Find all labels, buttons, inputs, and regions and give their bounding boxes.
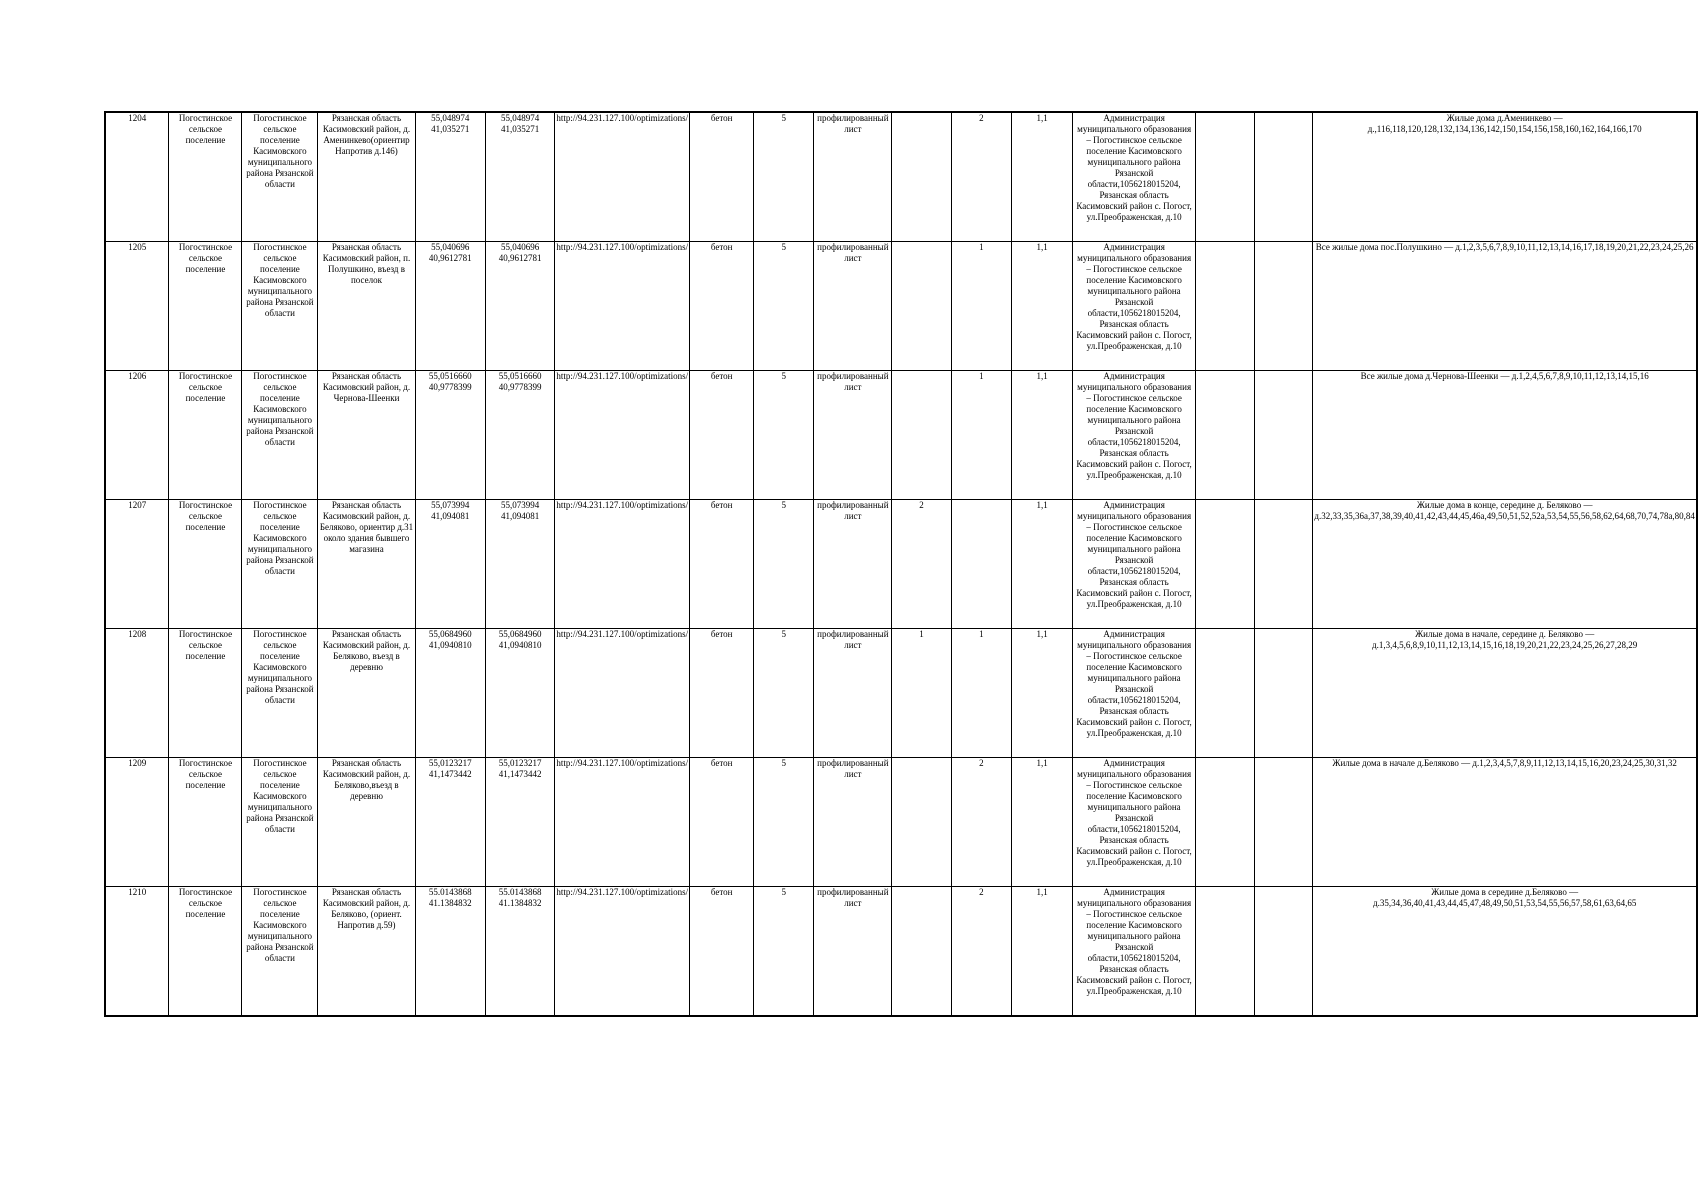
container-count-a-cell [892,758,952,887]
owner-cell: Погостинское сельское поселение Касимовского муниципального района Рязанской области [242,758,318,887]
fence-cell: профилированный лист [814,500,892,629]
address-cell: Рязанская область Касимовский район, п. Полушкино, въезд в поселок [318,242,415,371]
container-count-b-cell: 2 [951,887,1011,1017]
coordinates-cell: 55,040696 40,9612781 [485,242,555,371]
latitude-longitude-cell: 55,048974 41,035271 [415,112,485,242]
address-cell: Рязанская область Касимовский район, д. Аменинкево(ориентир Напротив д.146) [318,112,415,242]
surface-cell: бетон [690,112,754,242]
container-count-b-cell: 1 [951,371,1011,500]
table-row [105,887,1697,1017]
fence-cell: профилированный лист [814,629,892,758]
address-cell: Рязанская область Касимовский район, д. Беляково,въезд в деревню [318,758,415,887]
table-row [105,112,1697,242]
container-count-a-cell: 2 [892,500,952,629]
administration-cell: Администрация муниципального образования – Погостинское сельское поселение Касимовского муниципального района Рязанской области,1056218015204, Рязанская область Касимовский район с. Погост, ул.Преображенская, д.10 [1073,371,1196,500]
owner-cell: Погостинское сельское поселение Касимовского муниципального района Рязанской области [242,242,318,371]
table-row [105,629,1697,758]
administration-cell: Администрация муниципального образования – Погостинское сельское поселение Касимовского муниципального района Рязанской области,1056218015204, Рязанская область Касимовский район с. Погост, ул.Преображенская, д.10 [1073,112,1196,242]
url-cell: http://94.231.127.100/optimizations/ [555,242,690,371]
area-cell: 5 [754,887,814,1017]
settlement-cell: Погостинское сельское поселение [169,887,242,1017]
fence-cell: профилированный лист [814,758,892,887]
settlement-cell: Погостинское сельское поселение [169,112,242,242]
surface-cell: бетон [690,758,754,887]
address-cell: Рязанская область Касимовский район, д. Чернова-Шеенки [318,371,415,500]
administration-cell: Администрация муниципального образования – Погостинское сельское поселение Касимовского муниципального района Рязанской области,1056218015204, Рязанская область Касимовский район с. Погост, ул.Преображенская, д.10 [1073,758,1196,887]
url-cell: http://94.231.127.100/optimizations/ [555,887,690,1017]
address-cell: Рязанская область Касимовский район, д. Беляково, (ориент. Напротив д.59) [318,887,415,1017]
registry-table [104,111,1698,1017]
surface-cell: бетон [690,500,754,629]
surface-cell: бетон [690,629,754,758]
row-number-cell: 1208 [105,629,169,758]
volume-cell: 1,1 [1012,242,1073,371]
settlement-cell: Погостинское сельское поселение [169,629,242,758]
owner-cell: Погостинское сельское поселение Касимовского муниципального района Рязанской области [242,371,318,500]
row-number-cell: 1207 [105,500,169,629]
container-count-b-cell: 2 [951,112,1011,242]
container-count-b-cell: 1 [951,242,1011,371]
url-cell: http://94.231.127.100/optimizations/ [555,629,690,758]
settlement-cell: Погостинское сельское поселение [169,758,242,887]
coordinates-cell: 55,048974 41,035271 [485,112,555,242]
empty-cell [1195,758,1254,887]
row-number-cell: 1210 [105,887,169,1017]
container-count-b-cell [951,500,1011,629]
empty-cell [1195,500,1254,629]
coordinates-cell: 55,073994 41,094081 [485,500,555,629]
surface-cell: бетон [690,887,754,1017]
container-count-b-cell: 2 [951,758,1011,887]
owner-cell: Погостинское сельское поселение Касимовского муниципального района Рязанской области [242,500,318,629]
volume-cell: 1,1 [1012,629,1073,758]
volume-cell: 1,1 [1012,500,1073,629]
area-cell: 5 [754,629,814,758]
row-number-cell: 1206 [105,371,169,500]
volume-cell: 1,1 [1012,758,1073,887]
empty-cell [1254,242,1312,371]
administration-cell: Администрация муниципального образования – Погостинское сельское поселение Касимовского муниципального района Рязанской области,1056218015204, Рязанская область Касимовский район с. Погост, ул.Преображенская, д.10 [1073,500,1196,629]
latitude-longitude-cell: 55,040696 40,9612781 [415,242,485,371]
area-cell: 5 [754,112,814,242]
table-row [105,371,1697,500]
volume-cell: 1,1 [1012,887,1073,1017]
table-row [105,758,1697,887]
empty-cell [1195,112,1254,242]
waste-sources-cell: Жилые дома в середине д.Беляково — д.35,34,36,40,41,43,44,45,47,48,49,50,51,53,54,55,56,57,58,61,63,64,65 [1313,887,1697,1017]
administration-cell: Администрация муниципального образования – Погостинское сельское поселение Касимовского муниципального района Рязанской области,1056218015204, Рязанская область Касимовский район с. Погост, ул.Преображенская, д.10 [1073,629,1196,758]
settlement-cell: Погостинское сельское поселение [169,242,242,371]
container-count-a-cell [892,371,952,500]
administration-cell: Администрация муниципального образования – Погостинское сельское поселение Касимовского муниципального района Рязанской области,1056218015204, Рязанская область Касимовский район с. Погост, ул.Преображенская, д.10 [1073,887,1196,1017]
area-cell: 5 [754,242,814,371]
waste-sources-cell: Жилые дома в начале д.Беляково — д.1,2,3,4,5,7,8,9,11,12,13,14,15,16,20,23,24,25,30,31,32 [1313,758,1697,887]
latitude-longitude-cell: 55,0684960 41,0940810 [415,629,485,758]
waste-sources-cell: Жилые дома д.Аменинкево — д.,116,118,120,128,132,134,136,142,150,154,156,158,160,162,164,166,170 [1313,112,1697,242]
waste-sources-cell: Жилые дома в начале, середине д. Беляково — д.1,3,4,5,6,8,9,10,11,12,13,14,15,16,18,19,20,21,22,23,24,25,26,27,28,29 [1313,629,1697,758]
url-cell: http://94.231.127.100/optimizations/ [555,758,690,887]
empty-cell [1195,371,1254,500]
settlement-cell: Погостинское сельское поселение [169,500,242,629]
empty-cell [1254,500,1312,629]
table-row [105,500,1697,629]
fence-cell: профилированный лист [814,371,892,500]
container-count-a-cell: 1 [892,629,952,758]
empty-cell [1254,629,1312,758]
coordinates-cell: 55,0684960 41,0940810 [485,629,555,758]
latitude-longitude-cell: 55,0123217 41,1473442 [415,758,485,887]
empty-cell [1195,629,1254,758]
row-number-cell: 1209 [105,758,169,887]
area-cell: 5 [754,500,814,629]
owner-cell: Погостинское сельское поселение Касимовского муниципального района Рязанской области [242,887,318,1017]
waste-sources-cell: Все жилые дома д.Чернова-Шеенки — д.1,2,4,5,6,7,8,9,10,11,12,13,14,15,16 [1313,371,1697,500]
coordinates-cell: 55,0516660 40,9778399 [485,371,555,500]
area-cell: 5 [754,371,814,500]
owner-cell: Погостинское сельское поселение Касимовского муниципального района Рязанской области [242,112,318,242]
fence-cell: профилированный лист [814,242,892,371]
address-cell: Рязанская область Касимовский район, д. Беляково, ориентир д.31 около здания бывшего магазина [318,500,415,629]
fence-cell: профилированный лист [814,112,892,242]
empty-cell [1254,758,1312,887]
waste-sources-cell: Жилые дома в конце, середине д. Беляково — д.32,33,35,36а,37,38,39,40,41,42,43,44,45,46а,49,50,51,52,52а,53,54,55,56,58,62,64,68,70,74,78а,80,84 [1313,500,1697,629]
address-cell: Рязанская область Касимовский район, д. Беляково, въезд в деревню [318,629,415,758]
row-number-cell: 1204 [105,112,169,242]
surface-cell: бетон [690,242,754,371]
empty-cell [1254,887,1312,1017]
fence-cell: профилированный лист [814,887,892,1017]
container-count-b-cell: 1 [951,629,1011,758]
volume-cell: 1,1 [1012,371,1073,500]
area-cell: 5 [754,758,814,887]
url-cell: http://94.231.127.100/optimizations/ [555,500,690,629]
empty-cell [1195,242,1254,371]
waste-sources-cell: Все жилые дома пос.Полушкино — д.1,2,3,5,6,7,8,9,10,11,12,13,14,16,17,18,19,20,21,22,23,24,25,26 [1313,242,1697,371]
administration-cell: Администрация муниципального образования – Погостинское сельское поселение Касимовского муниципального района Рязанской области,1056218015204, Рязанская область Касимовский район с. Погост, ул.Преображенская, д.10 [1073,242,1196,371]
url-cell: http://94.231.127.100/optimizations/ [555,371,690,500]
latitude-longitude-cell: 55,073994 41,094081 [415,500,485,629]
volume-cell: 1,1 [1012,112,1073,242]
coordinates-cell: 55.0143868 41.1384832 [485,887,555,1017]
settlement-cell: Погостинское сельское поселение [169,371,242,500]
table-row [105,242,1697,371]
surface-cell: бетон [690,371,754,500]
owner-cell: Погостинское сельское поселение Касимовского муниципального района Рязанской области [242,629,318,758]
container-count-a-cell [892,112,952,242]
row-number-cell: 1205 [105,242,169,371]
empty-cell [1254,371,1312,500]
url-cell: http://94.231.127.100/optimizations/ [555,112,690,242]
coordinates-cell: 55,0123217 41,1473442 [485,758,555,887]
empty-cell [1195,887,1254,1017]
empty-cell [1254,112,1312,242]
latitude-longitude-cell: 55.0143868 41.1384832 [415,887,485,1017]
container-count-a-cell [892,242,952,371]
latitude-longitude-cell: 55,0516660 40,9778399 [415,371,485,500]
container-count-a-cell [892,887,952,1017]
